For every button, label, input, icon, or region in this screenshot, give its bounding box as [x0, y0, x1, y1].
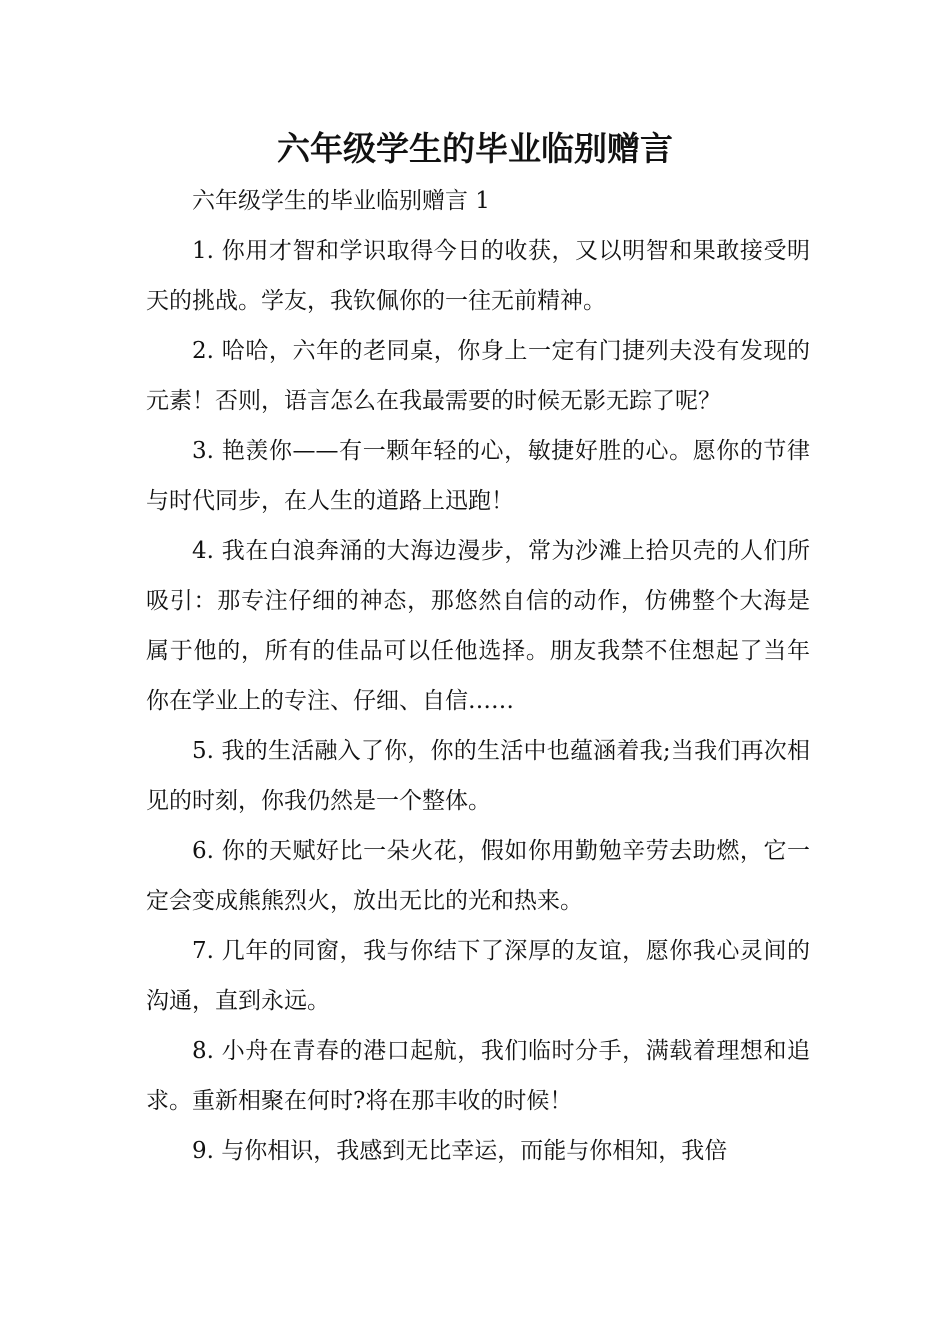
paragraph-6: 6. 你的天赋好比一朵火花，假如你用勤勉辛劳去助燃，它一定会变成熊熊烈火，放出无比的光和热来。: [146, 838, 810, 914]
paragraph-7: 7. 几年的同窗，我与你结下了深厚的友谊，愿你我心灵间的沟通，直到永远。: [146, 938, 810, 1014]
paragraph-5: 5. 我的生活融入了你，你的生活中也蕴涵着我;当我们再次相见的时刻，你我仍然是一个整体。: [146, 738, 810, 814]
paragraph-8: 8. 小舟在青春的港口起航，我们临时分手，满载着理想和追求。重新相聚在何时?将在那丰收的时候！: [146, 1038, 810, 1114]
paragraph-4: 4. 我在白浪奔涌的大海边漫步，常为沙滩上拾贝壳的人们所吸引：那专注仔细的神态，那悠然自信的动作，仿佛整个大海是属于他的，所有的佳品可以任他选择。朋友我禁不住想起了当年你在学业上的专注、仔细、自信……: [146, 538, 810, 714]
document-title: 六年级学生的毕业临别赠言: [277, 129, 673, 168]
document-body: [146, 176, 810, 1176]
paragraph-3: 3. 艳羡你——有一颗年轻的心，敏捷好胜的心。愿你的节律与时代同步，在人生的道路上迅跑！: [146, 438, 810, 514]
paragraph-1: 1. 你用才智和学识取得今日的收获，又以明智和果敢接受明天的挑战。学友，我钦佩你的一往无前精神。: [146, 238, 810, 314]
paragraph-9: 9. 与你相识，我感到无比幸运，而能与你相知，我倍: [192, 1138, 728, 1164]
paragraph-2: 2. 哈哈，六年的老同桌，你身上一定有门捷列夫没有发现的元素！否则，语言怎么在我最需要的时候无影无踪了呢？: [146, 338, 810, 414]
section-heading: 六年级学生的毕业临别赠言 1: [192, 188, 490, 214]
